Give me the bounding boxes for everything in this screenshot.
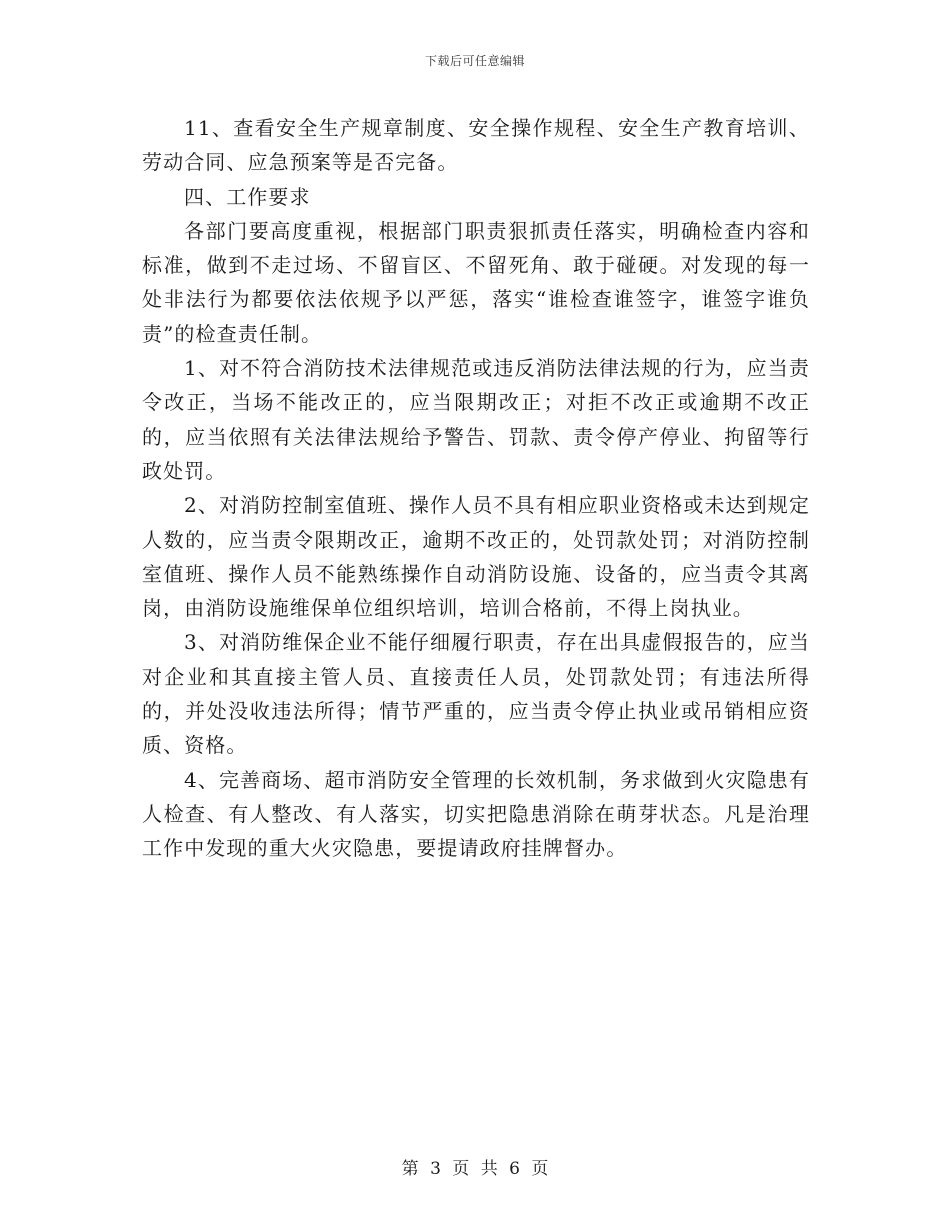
paragraph-item-11: 11、查看安全生产规章制度、安全操作规程、安全生产教育培训、劳动合同、应急预案等是否完备。 <box>142 116 810 175</box>
paragraph-item-2: 2、对消防控制室值班、操作人员不具有相应职业资格或未达到规定人数的，应当责令限期改正，逾期不改正的，处罚款处罚；对消防控制室值班、操作人员不能熟练操作自动消防设施、设备的，应当责令其离岗，由消防设施维保单位组织培训，培训合格前，不得上岗执业。 <box>142 493 810 621</box>
paragraph-item-1: 1、对不符合消防技术法律规范或违反消防法律法规的行为，应当责令改正，当场不能改正的，应当限期改正；对拒不改正或逾期不改正的，应当依照有关法律法规给予警告、罚款、责令停产停业、拘留等行政处罚。 <box>142 356 810 483</box>
paragraph-requirements-intro: 各部门要高度重视，根据部门职责狠抓责任落实，明确检查内容和标准，做到不走过场、不留盲区、不留死角、敢于碰硬。对发现的每一处非法行为都要依法依规予以严惩，落实“谁检查谁签字，谁签字谁负责”的检查责任制。 <box>142 218 810 346</box>
document-body <box>142 111 810 866</box>
page-header-note: 下载后可任意编辑 <box>424 54 525 68</box>
section-heading-work-requirements: 四、工作要求 <box>184 184 311 209</box>
page-number-footer: 第 3 页 共 6 页 <box>401 1159 549 1179</box>
paragraph-item-3: 3、对消防维保企业不能仔细履行职责，存在出具虚假报告的，应当对企业和其直接主管人员、直接责任人员，处罚款处罚；有违法所得的，并处没收违法所得；情节严重的，应当责令停止执业或吊销相应资质、资格。 <box>142 630 810 758</box>
paragraph-item-4: 4、完善商场、超市消防安全管理的长效机制，务求做到火灾隐患有人检查、有人整改、有人落实，切实把隐患消除在萌芽状态。凡是治理工作中发现的重大火灾隐患，要提请政府挂牌督办。 <box>142 767 810 861</box>
